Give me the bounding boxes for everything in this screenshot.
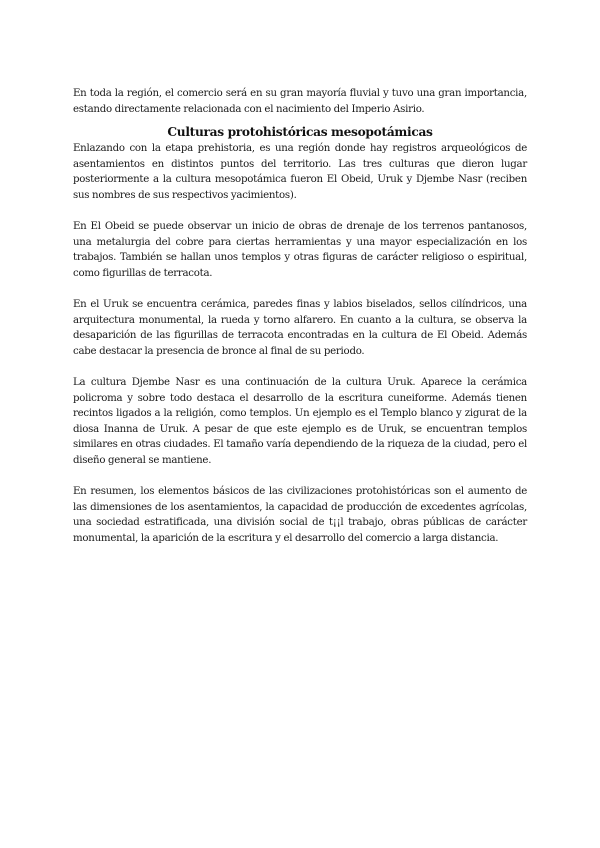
paragraph-uruk: En el Uruk se encuentra cerámica, paredes finas y labios biselados, sellos cilíndricos, una arquitectura monumental, la rueda y torno alfarero. En cuanto a la cultura, se observa la desaparición de las figurillas de terracota encontradas en la cultura de El Obeid. Además cabe destacar la presencia de bronce al final de su periodo.: [73, 299, 527, 357]
paragraph-el-obeid: En El Obeid se puede observar un inicio de obras de drenaje de los terrenos pantanosos, una metalurgia del cobre para ciertas herramientas y una mayor especialización en los trabajos. También se hallan unos templos y otras figuras de carácter religioso o espiritual, como figurillas de terracota.: [73, 221, 527, 279]
paragraph-overview: Enlazando con la etapa prehistoria, es una región donde hay registros arqueológicos de asentamientos en distintos puntos del territorio. Las tres culturas que dieron lugar posteriormente a la cultura mesopotámica fueron El Obeid, Uruk y Djembe Nasr (reciben sus nombres de sus respectivos yacimientos).: [73, 143, 527, 201]
paragraph-djembe-nasr: La cultura Djembe Nasr es una continuación de la cultura Uruk. Aparece la cerámica policroma y sobre todo destaca el desarrollo de la escritura cuneiforme. Además tienen recintos ligados a la religión, como templos. Un ejemplo es el Templo blanco y zigurat de la diosa Inanna de Uruk. A pesar de que este ejemplo es de Uruk, se encuentran templos similares en otras ciudades. El tamaño varía dependiendo de la riqueza de la ciudad, pero el diseño general se mantiene.: [73, 377, 527, 467]
section-title: Culturas protohistóricas mesopotámicas: [167, 125, 433, 140]
page-content: [73, 86, 527, 562]
paragraph-summary: En resumen, los elementos básicos de las civilizaciones protohistóricas son el aumento de las dimensiones de los asentamientos, la capacidad de producción de excedentes agrícolas, una sociedad estratificada, una división social de t¡¡l trabajo, obras públicas de carácter monumental, la aparición de la escritura y el desarrollo del comercio a larga distancia.: [73, 486, 527, 545]
intro-paragraph: En toda la región, el comercio será en su gran mayoría fluvial y tuvo una gran importancia, estando directamente relacionada con el nacimiento del Imperio Asirio.: [73, 88, 527, 115]
